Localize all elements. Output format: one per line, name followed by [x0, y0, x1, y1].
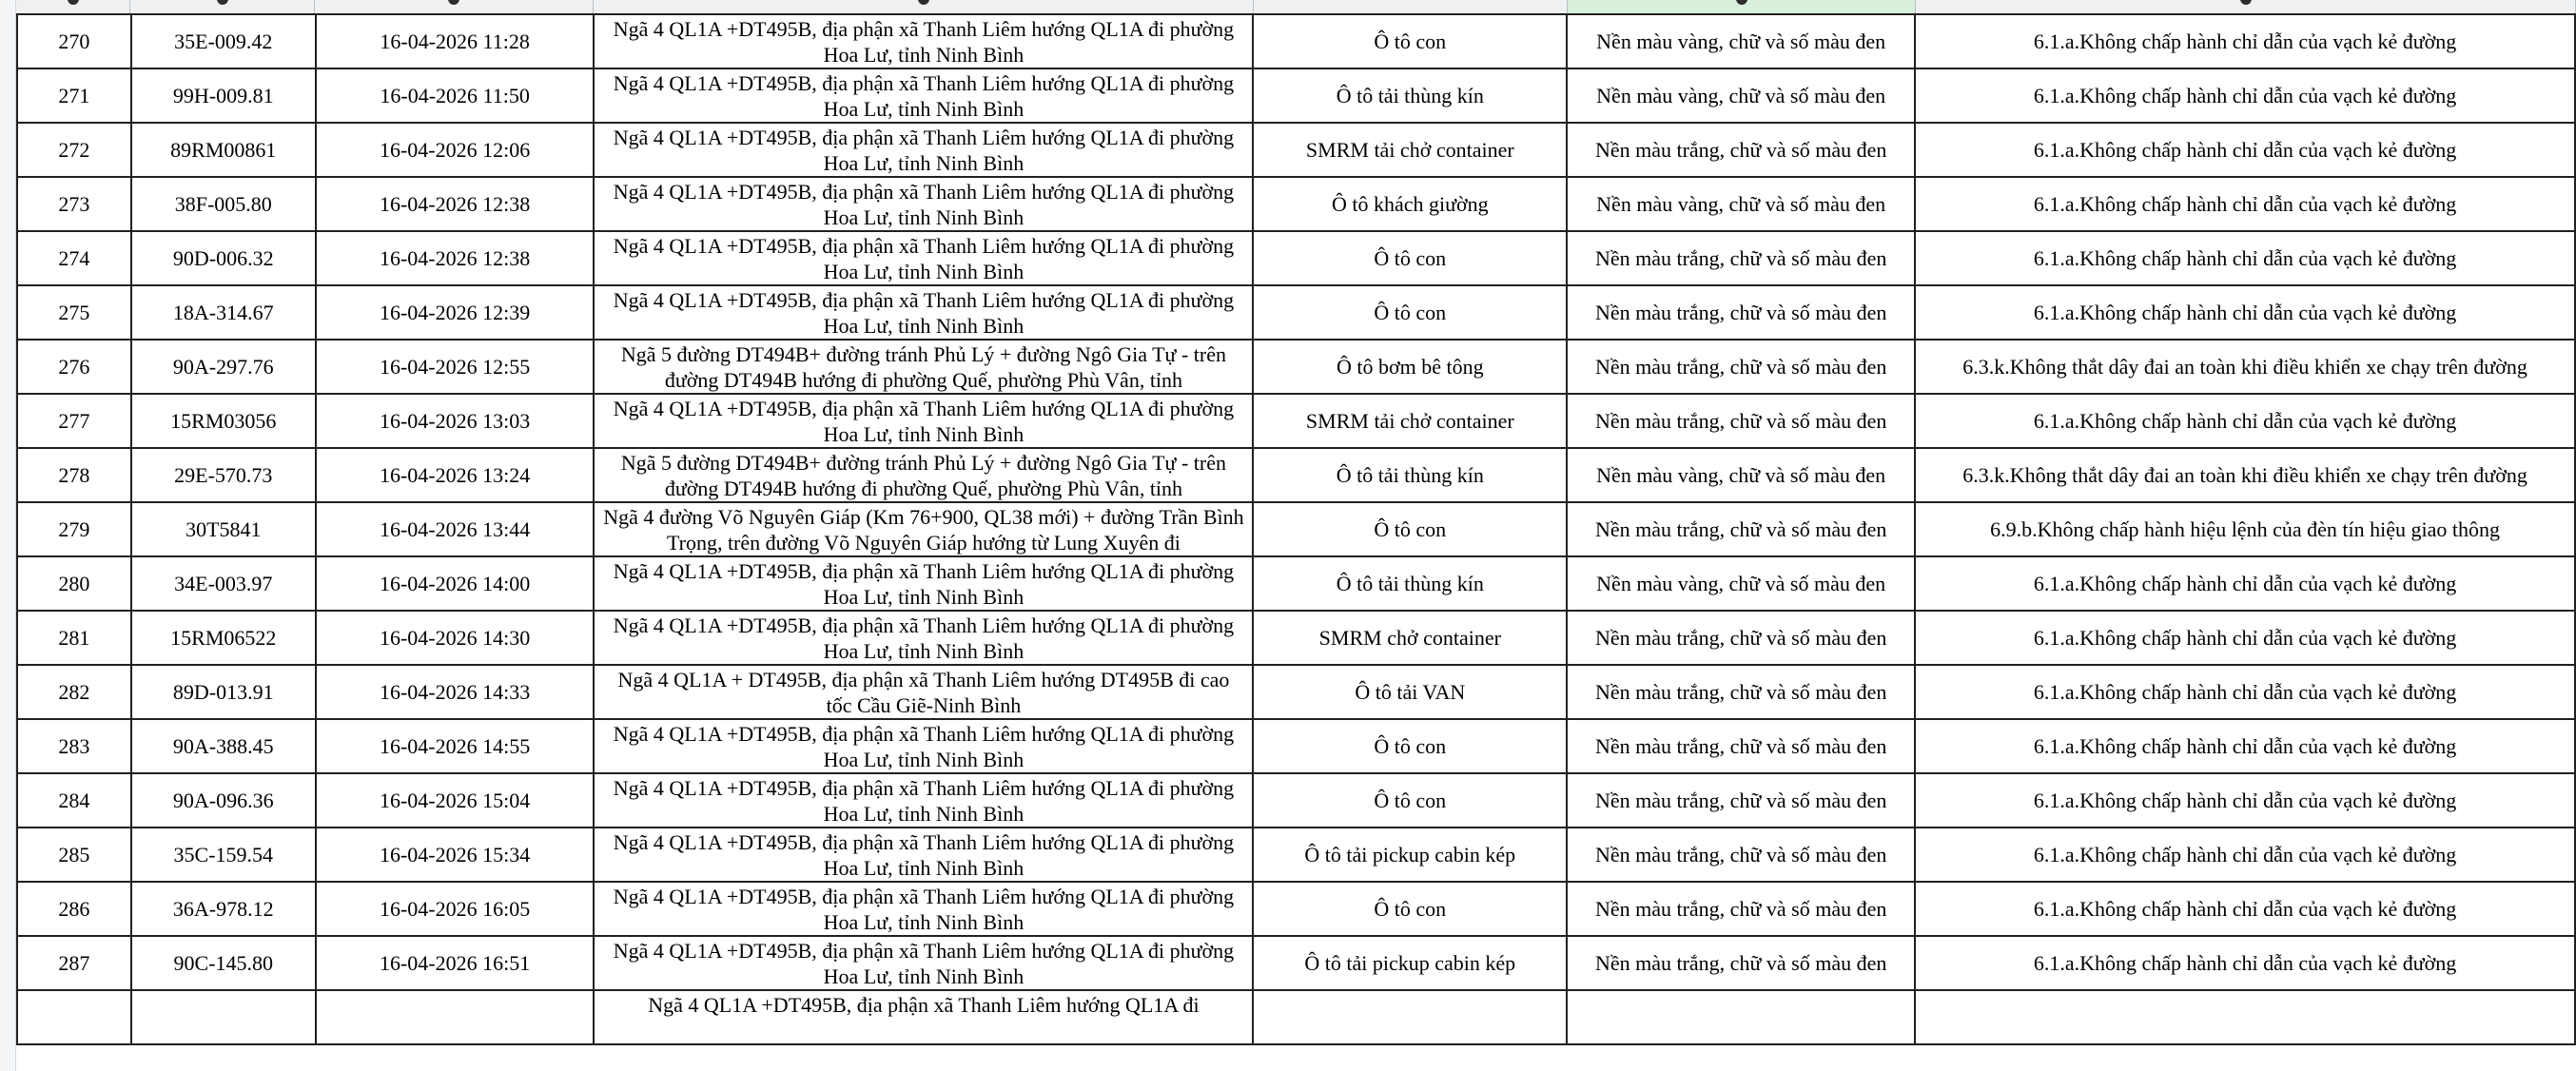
- cell-location[interactable]: [594, 394, 1253, 448]
- cell-plate[interactable]: 35C-159.54: [131, 828, 316, 882]
- cell-vehicle-type[interactable]: SMRM tải chở container: [1253, 394, 1567, 448]
- cell-vehicle-type[interactable]: Ô tô con: [1253, 882, 1567, 936]
- cell-location-text: Ngã 4 QL1A +DT495B, địa phận xã Thanh Liêm hướng QL1A đi phường Hoa Lư, tỉnh Ninh Bình: [613, 70, 1235, 121]
- cell-stt[interactable]: 287: [17, 936, 131, 990]
- cell-plate-color[interactable]: Nền màu trắng, chữ và số màu đen: [1567, 936, 1915, 990]
- column-resize-handle[interactable]: [217, 0, 228, 5]
- cell-violation[interactable]: 6.1.a.Không chấp hành chỉ dẫn của vạch kẻ đường: [1915, 123, 2575, 177]
- cell-plate-color[interactable]: [1567, 990, 1915, 1044]
- cell-plate-color[interactable]: Nền màu trắng, chữ và số màu đen: [1567, 123, 1915, 177]
- cell-plate[interactable]: 15RM03056: [131, 394, 316, 448]
- cell-plate[interactable]: 30T5841: [131, 502, 316, 556]
- cell-location-text: Ngã 4 QL1A +DT495B, địa phận xã Thanh Liêm hướng QL1A đi phường Hoa Lư, tỉnh Ninh Bình: [613, 16, 1235, 67]
- cell-location-text: Ngã 4 QL1A +DT495B, địa phận xã Thanh Liêm hướng QL1A đi phường Hoa Lư, tỉnh Ninh Bình: [613, 613, 1235, 663]
- cell-location-text: Ngã 4 QL1A +DT495B, địa phận xã Thanh Liêm hướng QL1A đi phường Hoa Lư, tỉnh Ninh Bình: [613, 829, 1235, 880]
- cell-plate[interactable]: 90A-388.45: [131, 719, 316, 773]
- cell-location-text: Ngã 4 đường Võ Nguyên Giáp (Km 76+900, QL38 mới) + đường Trần Bình Trọng, trên đường Võ Nguyên Giáp hướng từ Lung Xuyên đi: [603, 504, 1244, 555]
- table-row: [17, 14, 2575, 68]
- column-resize-handle[interactable]: [448, 0, 459, 5]
- cell-plate-color[interactable]: Nền màu trắng, chữ và số màu đen: [1567, 611, 1915, 665]
- table-row: [17, 123, 2575, 177]
- violations-table: [16, 13, 2576, 1045]
- column-header-time[interactable]: [315, 0, 594, 13]
- cell-stt[interactable]: 274: [17, 231, 131, 285]
- cell-vehicle-type[interactable]: Ô tô con: [1253, 502, 1567, 556]
- column-header-location[interactable]: [594, 0, 1254, 13]
- cell-location[interactable]: [594, 665, 1253, 719]
- cell-plate[interactable]: 90A-096.36: [131, 773, 316, 828]
- cell-location-text: Ngã 4 QL1A +DT495B, địa phận xã Thanh Liêm hướng QL1A đi phường Hoa Lư, tỉnh Ninh Bình: [613, 721, 1235, 771]
- column-header-vehicle-type[interactable]: [1254, 0, 1568, 13]
- cell-violation[interactable]: 6.1.a.Không chấp hành chỉ dẫn của vạch kẻ đường: [1915, 394, 2575, 448]
- cell-location[interactable]: [594, 611, 1253, 665]
- cell-violation[interactable]: 6.1.a.Không chấp hành chỉ dẫn của vạch kẻ đường: [1915, 665, 2575, 719]
- table-row: [17, 231, 2575, 285]
- cell-violation[interactable]: 6.1.a.Không chấp hành chỉ dẫn của vạch kẻ đường: [1915, 177, 2575, 231]
- cell-location-text: Ngã 4 QL1A +DT495B, địa phận xã Thanh Liêm hướng QL1A đi phường Hoa Lư, tỉnh Ninh Bình: [613, 233, 1235, 283]
- cell-vehicle-type[interactable]: Ô tô con: [1253, 231, 1567, 285]
- table-row: [17, 177, 2575, 231]
- cell-vehicle-type[interactable]: Ô tô tải thùng kín: [1253, 448, 1567, 502]
- cell-violation[interactable]: 6.1.a.Không chấp hành chỉ dẫn của vạch kẻ đường: [1915, 231, 2575, 285]
- cell-violation[interactable]: 6.9.b.Không chấp hành hiệu lệnh của đèn tín hiệu giao thông: [1915, 502, 2575, 556]
- cell-time[interactable]: 16-04-2026 12:06: [316, 123, 595, 177]
- cell-stt[interactable]: 275: [17, 285, 131, 340]
- cell-location[interactable]: [594, 828, 1253, 882]
- cell-stt[interactable]: 280: [17, 556, 131, 611]
- cell-plate[interactable]: 90C-145.80: [131, 936, 316, 990]
- column-header-plate[interactable]: [130, 0, 315, 13]
- table-row: [17, 773, 2575, 828]
- cell-time[interactable]: 16-04-2026 16:05: [316, 882, 595, 936]
- cell-vehicle-type[interactable]: Ô tô bơm bê tông: [1253, 340, 1567, 394]
- cell-stt[interactable]: 273: [17, 177, 131, 231]
- column-resize-handle[interactable]: [1736, 0, 1747, 5]
- cell-vehicle-type[interactable]: Ô tô tải thùng kín: [1253, 556, 1567, 611]
- cell-location-text: Ngã 4 QL1A +DT495B, địa phận xã Thanh Liêm hướng QL1A đi phường Hoa Lư, tỉnh Ninh Bình: [613, 558, 1235, 609]
- cell-stt[interactable]: 270: [17, 14, 131, 68]
- column-header-plate-color[interactable]: [1568, 0, 1916, 13]
- cell-stt[interactable]: 272: [17, 123, 131, 177]
- cell-plate-color[interactable]: Nền màu vàng, chữ và số màu đen: [1567, 177, 1915, 231]
- cell-location-text: Ngã 4 QL1A +DT495B, địa phận xã Thanh Liêm hướng QL1A đi phường Hoa Lư, tỉnh Ninh Bình: [613, 775, 1235, 826]
- table-row: [17, 502, 2575, 556]
- cell-location[interactable]: [594, 448, 1253, 502]
- table-row: [17, 828, 2575, 882]
- cell-time[interactable]: 16-04-2026 15:04: [316, 773, 595, 828]
- cell-time[interactable]: 16-04-2026 13:44: [316, 502, 595, 556]
- cell-location[interactable]: [594, 882, 1253, 936]
- cell-time[interactable]: 16-04-2026 12:38: [316, 177, 595, 231]
- cell-violation[interactable]: 6.1.a.Không chấp hành chỉ dẫn của vạch kẻ đường: [1915, 882, 2575, 936]
- cell-violation[interactable]: 6.3.k.Không thắt dây đai an toàn khi điều khiển xe chạy trên đường: [1915, 340, 2575, 394]
- cell-vehicle-type[interactable]: Ô tô con: [1253, 773, 1567, 828]
- cell-plate-color[interactable]: Nền màu trắng, chữ và số màu đen: [1567, 394, 1915, 448]
- cell-violation[interactable]: 6.1.a.Không chấp hành chỉ dẫn của vạch kẻ đường: [1915, 14, 2575, 68]
- cell-violation[interactable]: 6.1.a.Không chấp hành chỉ dẫn của vạch kẻ đường: [1915, 773, 2575, 828]
- cell-plate[interactable]: 90A-297.76: [131, 340, 316, 394]
- cell-plate-color[interactable]: Nền màu vàng, chữ và số màu đen: [1567, 448, 1915, 502]
- cell-vehicle-type[interactable]: [1253, 990, 1567, 1044]
- cell-violation[interactable]: 6.1.a.Không chấp hành chỉ dẫn của vạch kẻ đường: [1915, 68, 2575, 123]
- cell-location[interactable]: [594, 936, 1253, 990]
- cell-time[interactable]: 16-04-2026 11:28: [316, 14, 595, 68]
- column-resize-handle[interactable]: [918, 0, 929, 5]
- cell-plate[interactable]: 89RM00861: [131, 123, 316, 177]
- cell-stt[interactable]: [17, 990, 131, 1044]
- cell-plate[interactable]: 99H-009.81: [131, 68, 316, 123]
- column-header-violation[interactable]: [1916, 0, 2576, 13]
- cell-time[interactable]: [316, 990, 595, 1044]
- cell-vehicle-type[interactable]: Ô tô tải pickup cabin kép: [1253, 936, 1567, 990]
- cell-stt[interactable]: 278: [17, 448, 131, 502]
- cell-time[interactable]: 16-04-2026 13:03: [316, 394, 595, 448]
- cell-plate[interactable]: 89D-013.91: [131, 665, 316, 719]
- table-row: [17, 68, 2575, 123]
- table-row: [17, 340, 2575, 394]
- cell-vehicle-type[interactable]: SMRM tải chở container: [1253, 123, 1567, 177]
- cell-plate-color[interactable]: Nền màu trắng, chữ và số màu đen: [1567, 340, 1915, 394]
- table-row: [17, 611, 2575, 665]
- cell-plate-color[interactable]: Nền màu trắng, chữ và số màu đen: [1567, 285, 1915, 340]
- cell-plate[interactable]: 34E-003.97: [131, 556, 316, 611]
- cell-location-text: Ngã 4 QL1A +DT495B, địa phận xã Thanh Liêm hướng QL1A đi phường Hoa Lư, tỉnh Ninh Bình: [613, 179, 1235, 229]
- cell-stt[interactable]: 276: [17, 340, 131, 394]
- cell-violation[interactable]: 6.3.k.Không thắt dây đai an toàn khi điều khiển xe chạy trên đường: [1915, 448, 2575, 502]
- cell-plate[interactable]: 18A-314.67: [131, 285, 316, 340]
- table-row: [17, 665, 2575, 719]
- cell-vehicle-type[interactable]: Ô tô con: [1253, 285, 1567, 340]
- column-resize-handle[interactable]: [68, 0, 79, 5]
- cell-location-text: Ngã 4 QL1A +DT495B, địa phận xã Thanh Liêm hướng QL1A đi phường Hoa Lư, tỉnh Ninh Bình: [613, 125, 1235, 175]
- cell-location[interactable]: [594, 177, 1253, 231]
- cell-stt[interactable]: 285: [17, 828, 131, 882]
- cell-time[interactable]: 16-04-2026 14:30: [316, 611, 595, 665]
- cell-location-text: Ngã 5 đường DT494B+ đường tránh Phủ Lý + đường Ngô Gia Tự - trên đường DT494B hướng đi phường Quế, phường Phù Vân, tỉnh: [620, 341, 1227, 392]
- cell-location-text: Ngã 4 QL1A +DT495B, địa phận xã Thanh Liêm hướng QL1A đi phường Hoa Lư, tỉnh Ninh Bình: [613, 938, 1235, 988]
- cell-vehicle-type[interactable]: Ô tô con: [1253, 719, 1567, 773]
- cell-stt[interactable]: 286: [17, 882, 131, 936]
- column-header-stt[interactable]: [16, 0, 130, 13]
- cell-vehicle-type[interactable]: SMRM chở container: [1253, 611, 1567, 665]
- cell-plate[interactable]: [131, 990, 316, 1044]
- cell-violation[interactable]: 6.1.a.Không chấp hành chỉ dẫn của vạch kẻ đường: [1915, 828, 2575, 882]
- table-row: [17, 882, 2575, 936]
- cell-location[interactable]: [594, 68, 1253, 123]
- cell-stt[interactable]: 283: [17, 719, 131, 773]
- column-resize-handle[interactable]: [2240, 0, 2252, 5]
- cell-plate-color[interactable]: Nền màu trắng, chữ và số màu đen: [1567, 882, 1915, 936]
- cell-stt[interactable]: 281: [17, 611, 131, 665]
- cell-violation[interactable]: 6.1.a.Không chấp hành chỉ dẫn của vạch kẻ đường: [1915, 285, 2575, 340]
- cell-location[interactable]: [594, 340, 1253, 394]
- cell-time[interactable]: 16-04-2026 14:00: [316, 556, 595, 611]
- cell-time[interactable]: 16-04-2026 11:50: [316, 68, 595, 123]
- cell-time[interactable]: 16-04-2026 13:24: [316, 448, 595, 502]
- cell-location[interactable]: [594, 502, 1253, 556]
- cell-time[interactable]: 16-04-2026 12:55: [316, 340, 595, 394]
- cell-stt[interactable]: 284: [17, 773, 131, 828]
- cell-time[interactable]: 16-04-2026 12:39: [316, 285, 595, 340]
- cell-location-text: Ngã 4 QL1A +DT495B, địa phận xã Thanh Liêm hướng QL1A đi phường Hoa Lư, tỉnh Ninh Bình: [613, 396, 1235, 446]
- table-row: [17, 556, 2575, 611]
- cell-location[interactable]: [594, 556, 1253, 611]
- cell-plate[interactable]: 35E-009.42: [131, 14, 316, 68]
- cell-vehicle-type[interactable]: Ô tô tải VAN: [1253, 665, 1567, 719]
- cell-vehicle-type[interactable]: Ô tô khách giường: [1253, 177, 1567, 231]
- cell-plate-color[interactable]: Nền màu vàng, chữ và số màu đen: [1567, 556, 1915, 611]
- cell-plate-color[interactable]: Nền màu vàng, chữ và số màu đen: [1567, 14, 1915, 68]
- cell-plate-color[interactable]: Nền màu trắng, chữ và số màu đen: [1567, 502, 1915, 556]
- table-row: [17, 394, 2575, 448]
- cell-violation[interactable]: 6.1.a.Không chấp hành chỉ dẫn của vạch kẻ đường: [1915, 719, 2575, 773]
- table-row: [17, 448, 2575, 502]
- cell-time[interactable]: 16-04-2026 14:33: [316, 665, 595, 719]
- cell-vehicle-type[interactable]: Ô tô con: [1253, 14, 1567, 68]
- cell-plate[interactable]: 36A-978.12: [131, 882, 316, 936]
- cell-stt[interactable]: 277: [17, 394, 131, 448]
- row-gutter: [0, 0, 16, 1071]
- cell-violation[interactable]: 6.1.a.Không chấp hành chỉ dẫn của vạch kẻ đường: [1915, 611, 2575, 665]
- cell-plate-color[interactable]: Nền màu vàng, chữ và số màu đen: [1567, 68, 1915, 123]
- table-row: [17, 936, 2575, 990]
- cell-plate-color[interactable]: Nền màu trắng, chữ và số màu đen: [1567, 665, 1915, 719]
- cell-plate-color[interactable]: Nền màu trắng, chữ và số màu đen: [1567, 828, 1915, 882]
- cell-time[interactable]: 16-04-2026 12:38: [316, 231, 595, 285]
- cell-plate[interactable]: 38F-005.80: [131, 177, 316, 231]
- cell-stt[interactable]: 279: [17, 502, 131, 556]
- cell-plate-color[interactable]: Nền màu trắng, chữ và số màu đen: [1567, 231, 1915, 285]
- cell-plate[interactable]: 15RM06522: [131, 611, 316, 665]
- cell-violation[interactable]: 6.1.a.Không chấp hành chỉ dẫn của vạch kẻ đường: [1915, 936, 2575, 990]
- table-row-partial: [17, 990, 2575, 1044]
- column-header-strip: [16, 0, 2576, 13]
- cell-violation[interactable]: 6.1.a.Không chấp hành chỉ dẫn của vạch kẻ đường: [1915, 556, 2575, 611]
- cell-time[interactable]: 16-04-2026 15:34: [316, 828, 595, 882]
- table-row: [17, 719, 2575, 773]
- cell-location[interactable]: [594, 14, 1253, 68]
- cell-plate[interactable]: 90D-006.32: [131, 231, 316, 285]
- cell-location[interactable]: [594, 285, 1253, 340]
- cell-location-text: Ngã 4 QL1A + DT495B, địa phận xã Thanh Liêm hướng DT495B đi cao tốc Cầu Giẽ-Ninh Bình: [617, 667, 1230, 717]
- cell-location-text: Ngã 4 QL1A +DT495B, địa phận xã Thanh Liêm hướng QL1A đi phường Hoa Lư, tỉnh Ninh Bình: [613, 884, 1235, 934]
- cell-location-text: Ngã 4 QL1A +DT495B, địa phận xã Thanh Liêm hướng QL1A đi: [648, 992, 1200, 1017]
- cell-plate-color[interactable]: Nền màu trắng, chữ và số màu đen: [1567, 773, 1915, 828]
- table-row: [17, 285, 2575, 340]
- cell-stt[interactable]: 282: [17, 665, 131, 719]
- table-body: [17, 14, 2575, 1044]
- cell-location[interactable]: [594, 990, 1253, 1044]
- cell-vehicle-type[interactable]: Ô tô tải pickup cabin kép: [1253, 828, 1567, 882]
- cell-violation[interactable]: [1915, 990, 2575, 1044]
- cell-location-text: Ngã 5 đường DT494B+ đường tránh Phủ Lý + đường Ngô Gia Tự - trên đường DT494B hướng đi phường Quế, phường Phù Vân, tỉnh: [620, 450, 1227, 500]
- cell-location[interactable]: [594, 123, 1253, 177]
- cell-stt[interactable]: 271: [17, 68, 131, 123]
- cell-plate-color[interactable]: Nền màu trắng, chữ và số màu đen: [1567, 719, 1915, 773]
- cell-location-text: Ngã 4 QL1A +DT495B, địa phận xã Thanh Liêm hướng QL1A đi phường Hoa Lư, tỉnh Ninh Bình: [613, 287, 1235, 338]
- cell-location[interactable]: [594, 231, 1253, 285]
- cell-location[interactable]: [594, 719, 1253, 773]
- cell-location[interactable]: [594, 773, 1253, 828]
- cell-plate[interactable]: 29E-570.73: [131, 448, 316, 502]
- cell-vehicle-type[interactable]: Ô tô tải thùng kín: [1253, 68, 1567, 123]
- cell-time[interactable]: 16-04-2026 16:51: [316, 936, 595, 990]
- cell-time[interactable]: 16-04-2026 14:55: [316, 719, 595, 773]
